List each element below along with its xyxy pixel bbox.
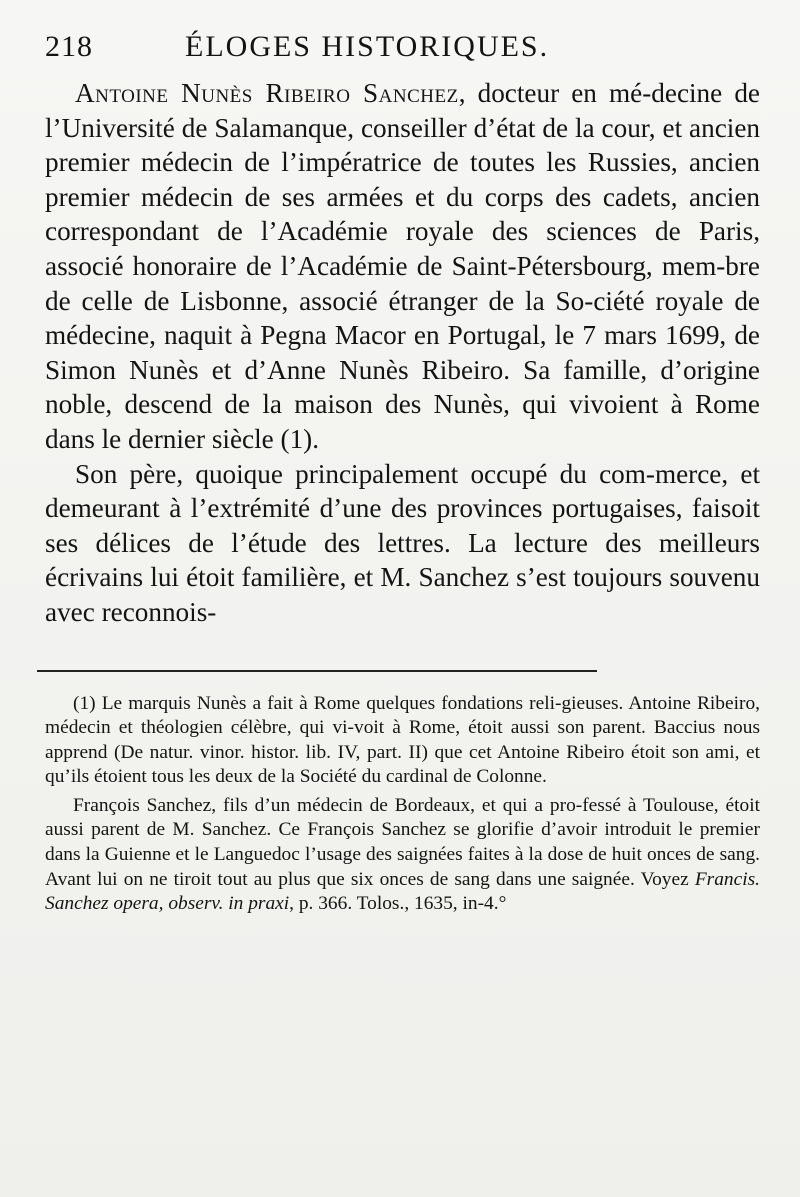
main-text: [45, 76, 760, 630]
paragraph-2: Son père, quoique principalement occupé du com-merce, et demeurant à l’extrémité d’une des provinces portugaises, faisoit ses délices de l’étude des lettres. La lecture des meilleurs écrivains lui étoit familière, et M. Sanchez s’est toujours souvenu avec reconnois-: [45, 458, 760, 627]
paragraph-1-text: , docteur en mé-decine de l’Université de Salamanque, conseiller d’état de la cour, et ancien premier médecin de l’impératrice de toutes les Russies, ancien premier médecin de ses armées et du corps des cadets, ancien correspondant de l’Académie royale des sciences de Paris, associé honoraire de l’Académie de Saint-Pétersbourg, mem-bre de celle de Lisbonne, associé étranger de la So-ciété royale de médecine, naquit à Pegna Macor en Portugal, le 7 mars 1699, de Simon Nunès et d’Anne Nunès Ribeiro. Sa famille, d’origine noble, descend de la maison des Nunès, qui vivoient à Rome dans le dernier siècle (1).: [45, 78, 760, 454]
subject-name: Antoine Nunès Ribeiro Sanchez: [75, 78, 459, 108]
running-title: ÉLOGES HISTORIQUES.: [185, 30, 550, 63]
running-head: [45, 30, 760, 76]
footnote-2-reference: Francis. Sanchez opera, observ. in praxi: [45, 868, 760, 915]
paragraph-1: [45, 76, 760, 457]
footnote-2-citation: , p. 366. Tolos., 1635, in-4.°: [289, 893, 507, 915]
footnote-1: (1) Le marquis Nunès a fait à Rome quelques fondations reli-gieuses. Antoine Ribeiro, médecin et théologien célèbre, qui vi-voit à Rome, étoit aussi son parent. Baccius nous apprend (De natur. vinor. histor. lib. IV, part. II) que cet Antoine Ribeiro étoit son ami, et qu’ils étoient tous les deux de la Société du cardinal de Colonne.: [45, 692, 760, 788]
footnotes: [45, 692, 760, 917]
footnote-divider: [37, 670, 597, 672]
footnote-2: [45, 794, 760, 917]
footnote-2-text: François Sanchez, fils d’un médecin de Bordeaux, et qui a pro-fessé à Toulouse, étoit aussi parent de M. Sanchez. Ce François Sanchez se glorifie d’avoir introduit le premier dans la Guienne et le Languedoc l’usage des saignées faites à la dose de huit onces de sang. Avant lui on ne tiroit tout au plus que six onces de sang dans une saignée. Voyez: [45, 794, 760, 890]
page-number: 218: [45, 30, 93, 63]
